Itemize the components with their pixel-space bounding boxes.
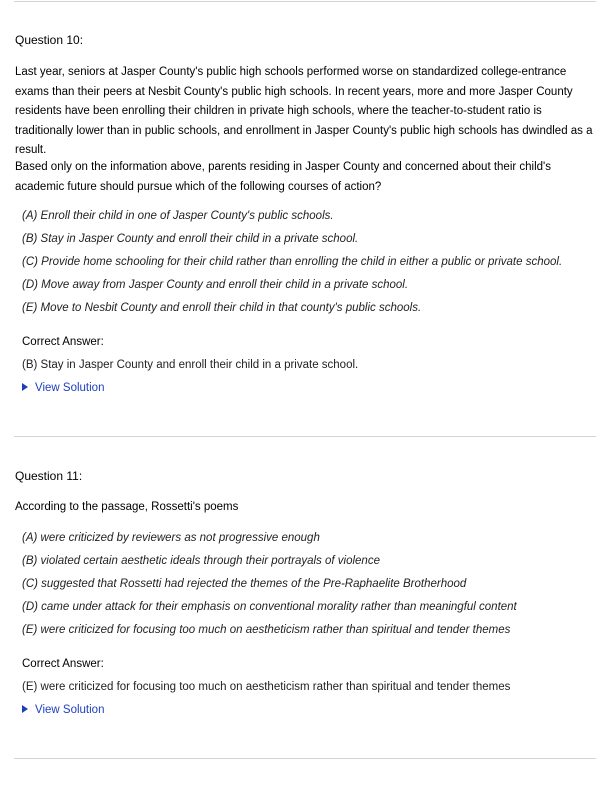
question-10-title: Question 10: [15, 33, 84, 47]
question-10-option-e[interactable]: (E) Move to Nesbit County and enroll their child in that county's public schools. [22, 302, 422, 314]
question-10-correct-answer: (B) Stay in Jasper County and enroll their child in a private school. [22, 359, 359, 371]
question-10-option-d[interactable]: (D) Move away from Jasper County and enroll their child in a private school. [22, 279, 409, 291]
question-11-option-c[interactable]: (C) suggested that Rossetti had rejected the themes of the Pre-Raphaelite Brotherhood [22, 578, 467, 590]
question-11-view-solution-link[interactable] [22, 704, 104, 716]
question-11-correct-answer: (E) were criticized for focusing too much on aestheticism rather than spiritual and tender themes [22, 681, 511, 693]
divider-bottom [14, 758, 596, 759]
question-11-option-e[interactable]: (E) were criticized for focusing too much on aestheticism rather than spiritual and tender themes [22, 624, 511, 636]
divider-top [14, 1, 596, 2]
question-11-title: Question 11: [15, 469, 83, 483]
question-10-correct-label: Correct Answer: [22, 336, 104, 348]
question-11-correct-label: Correct Answer: [22, 658, 104, 670]
question-11-option-a[interactable]: (A) were criticized by reviewers as not progressive enough [22, 532, 320, 544]
question-10-stem: Last year, seniors at Jasper County's public high schools performed worse on standardized college-entrance exams than their peers at Nesbit County's public high schools. In recent years, more and more Jasper County residents have been enrolling their children in private high schools, where the teacher-to-student ratio is traditionally lower than in public schools, and enrollment in Jasper County's public high schools has dwindled as a result. [15, 66, 593, 156]
question-11-option-d[interactable]: (D) came under attack for their emphasis on conventional morality rather than meaningful content [22, 601, 517, 613]
question-10-view-solution-label: View Solution [35, 382, 105, 394]
question-11-view-solution-label: View Solution [35, 704, 105, 716]
divider-middle [14, 436, 596, 437]
question-10-option-c[interactable]: (C) Provide home schooling for their child rather than enrolling the child in either a public or private school. [22, 256, 563, 268]
question-11-option-b[interactable]: (B) violated certain aesthetic ideals through their portrayals of violence [22, 555, 380, 567]
question-10-prompt: Based only on the information above, parents residing in Jasper County and concerned about their child's academic future should pursue which of the following courses of action? [15, 161, 551, 193]
play-triangle-icon [22, 383, 28, 391]
play-triangle-icon [22, 705, 28, 713]
question-10-view-solution-link[interactable] [22, 382, 104, 394]
question-10-option-b[interactable]: (B) Stay in Jasper County and enroll their child in a private school. [22, 233, 359, 245]
question-11-stem: According to the passage, Rossetti's poems [15, 501, 239, 513]
question-10-option-a[interactable]: (A) Enroll their child in one of Jasper County's public schools. [22, 210, 334, 222]
